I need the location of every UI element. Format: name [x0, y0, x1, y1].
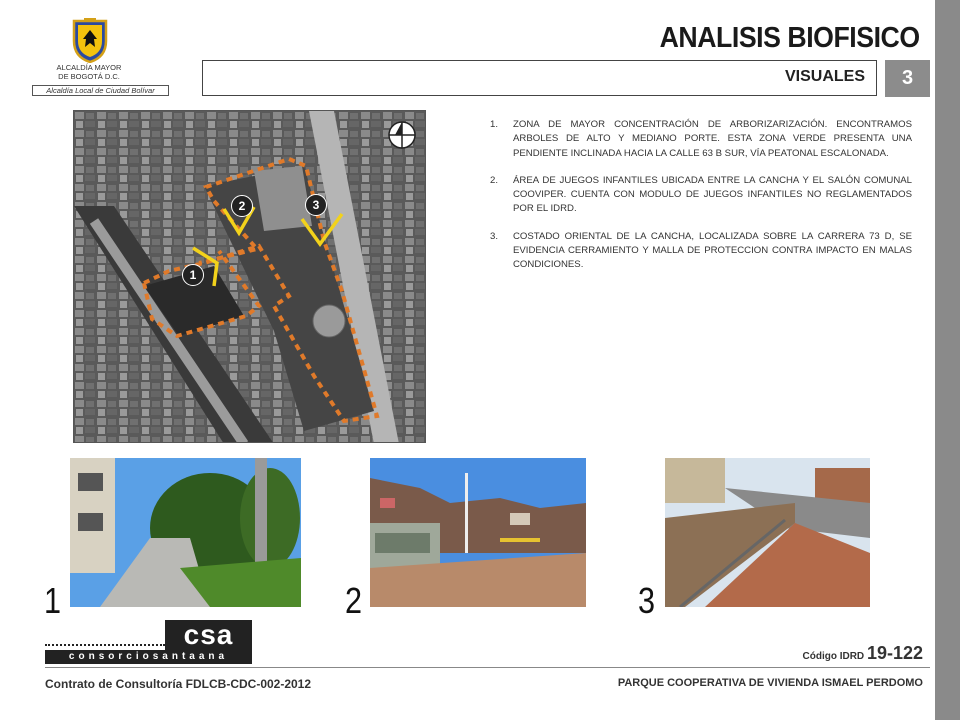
- page-title: ANALISIS BIOFISICO: [659, 22, 920, 54]
- photo-2-number: 2: [345, 580, 363, 621]
- notes-list: [490, 118, 912, 286]
- alcaldia-line-1: ALCALDÍA MAYOR: [56, 63, 122, 72]
- section-number-badge: 3: [885, 60, 930, 97]
- photo-3: [665, 458, 870, 607]
- map-marker-3: 3: [305, 194, 327, 216]
- note-item: [490, 174, 912, 217]
- note-number: 2.: [490, 174, 499, 186]
- note-number: 3.: [490, 230, 499, 242]
- codigo-idrd: [803, 643, 924, 664]
- photo-3-number: 3: [638, 580, 656, 621]
- map-marker-2: 2: [231, 195, 253, 217]
- note-text: ZONA DE MAYOR CONCENTRACIÓN DE ARBORIZARIZACIÓN. ENCONTRAMOS ARBOLES DE ALTO Y MEDIANO PORTE. ESTA ZONA VERDE PRESENTA UNA PENDIENTE INCLINADA HACIA LA CALLE 63 B SUR, VÍA PEATONAL ESCALONADA.: [513, 119, 912, 159]
- footer-divider: [45, 667, 930, 668]
- coat-of-arms-logo: [68, 17, 112, 63]
- aerial-map: [73, 110, 426, 443]
- alcaldia-line-2: DE BOGOTÁ D.C.: [58, 72, 120, 81]
- section-box: [202, 60, 877, 96]
- csa-logo-mark: csa: [165, 620, 252, 650]
- parque-name: PARQUE COOPERATIVA DE VIVIENDA ISMAEL PERDOMO: [617, 677, 923, 689]
- note-item: [490, 230, 912, 273]
- photo-1-number: 1: [44, 580, 62, 621]
- csa-logo: [45, 620, 252, 667]
- photo-1: [70, 458, 301, 607]
- alcaldia-local: Alcaldía Local de Ciudad Bolívar: [32, 85, 169, 96]
- csa-logo-band: consorciosantaana: [45, 650, 252, 664]
- alcaldia-name: [30, 63, 148, 81]
- section-label: VISUALES: [784, 68, 865, 85]
- note-text: COSTADO ORIENTAL DE LA CANCHA, LOCALIZADA SOBRE LA CARRERA 73 D, SE EVIDENCIA CERRAMIENTO Y MALLA DE PROTECCION CONTRA IMPACTO EN MALAS CONDICIONES.: [513, 230, 912, 271]
- contrato-text: Contrato de Consultoría FDLCB-CDC-002-2012: [45, 677, 312, 691]
- map-marker-1: 1: [182, 264, 204, 286]
- photo-2: [370, 458, 586, 607]
- codigo-value: 19-122: [866, 643, 923, 663]
- note-item: [490, 118, 912, 161]
- note-text: ÁREA DE JUEGOS INFANTILES UBICADA ENTRE LA CANCHA Y EL SALÓN COMUNAL COOVIPER. CUENTA CON MODULO DE JUEGOS INFANTILES NO REGLAMENTADOS POR EL IDRD.: [513, 174, 912, 215]
- note-number: 1.: [490, 119, 499, 130]
- codigo-label: Código IDRD: [802, 651, 865, 662]
- csa-logo-dotline: [45, 644, 165, 648]
- right-sidebar: [935, 0, 960, 720]
